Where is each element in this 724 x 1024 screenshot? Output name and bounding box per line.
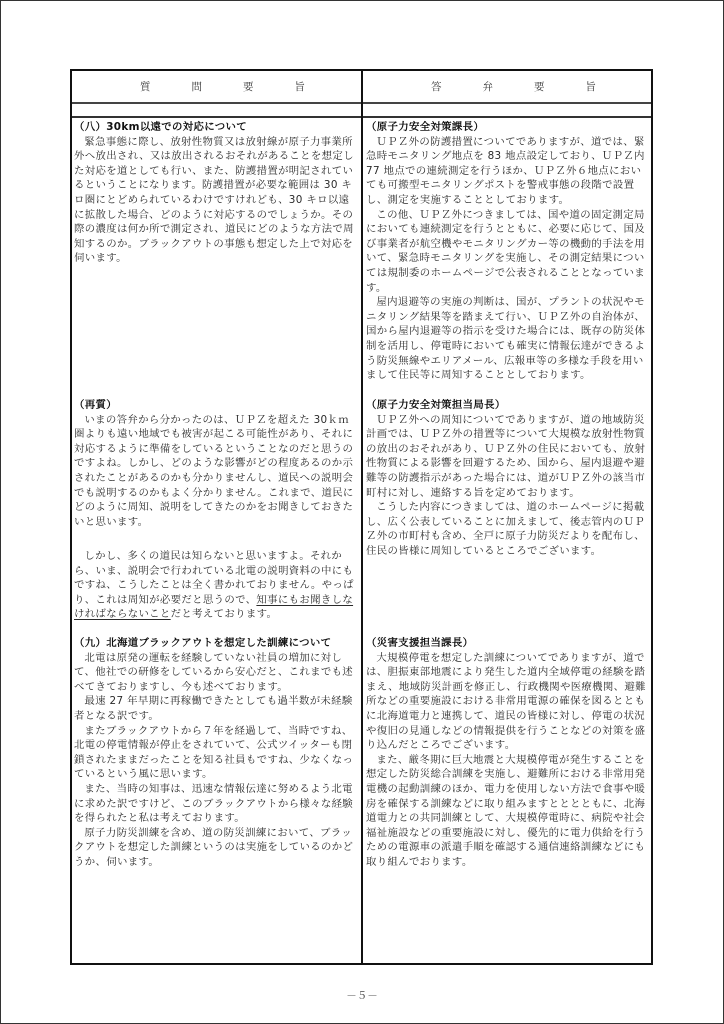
followup-text: しかし、多くの道民は知らないと思いますよ。それから、いま、説明会で行われている北電の説明資料の中にもですね、こうしたことは全く書かれておりません。やっぱり、これは周知が必要だと思うので、: [74, 550, 354, 606]
question-paragraph: 原子力防災訓練を含め、道の防災訓練において、ブラックアウトを想定した訓練というのは実施をしているのかどうか、伺います。: [74, 826, 354, 868]
question-heading: （再質）: [74, 399, 117, 411]
answer-heading: （原子力安全対策担当局長）: [366, 399, 506, 411]
answer-cell-2: [366, 398, 650, 559]
header-char: 旨: [585, 81, 596, 93]
answer-paragraph: ＵＰＺ外への周知についてでありますが、道の地域防災計画では、ＵＰＺ外の措置等について大規模な放射性物質の放出のおそれがあり、ＵＰＺ外の住民においても、放射性物質による影響を回避するため、国から、屋内退避や避難等の防護指示があった場合には、道がＵＰＺ外の該当市町村に対し、連絡する旨を定めております。: [366, 413, 646, 499]
question-paragraph: また、当時の知事は、迅速な情報伝達に努めるよう北電に求めた訳ですけど、このブラックアウトから様々な経験を得られたと私は考えております。: [74, 782, 354, 825]
column-divider: [361, 71, 363, 963]
answer-paragraph: 大規模停電を想定した訓練についてでありますが、道では、胆振東部地震により発生した道内全域停電の経験を踏まえ、地域防災計画を修正し、行政機関や医療機関、避難所などの重要施設における非常用電源の確保を図るとともに北海道電力と連携して、道民の皆様に対し、停電の状況や復旧の見通しなどの情報提供を行うことなどの対策を盛り込んだところでございます。: [366, 651, 646, 752]
header-char: 要: [243, 81, 254, 93]
followup-paragraph: [74, 549, 358, 622]
answer-paragraph: こうした内容につきましては、道のホームページに掲載し、広く公表していることに加えまして、後志管内のＵＰＺ外の市町村も含め、全戸に原子力防災だよりを配布し、住民の皆様に周知しているところでございます。: [366, 501, 646, 557]
question-paragraph: いまの答弁から分かったのは、ＵＰＺを超えた 30ｋｍ圏よりも遠い地域でも被害が起こる可能性があり、それに対応するように準備をしているということなのだと思うのですよね。しかし、どのような影響がどの程度あるのか示されたことがあるのかも分かりませんし、道民への説明会でも説明するのかもよく分かりません。これまで、道民にどのように周知、説明をしてきたのかをお聞きしておきたいと思います。: [74, 413, 354, 528]
answer-cell-1: [366, 120, 650, 383]
header-char: 問: [191, 81, 202, 93]
question-paragraph: 北電は原発の運転を経験していない社員の増加に対して、他社での研修をしているから安心だと、これまでも述べてきておりますし、今も述べております。: [74, 651, 354, 693]
question-heading: （九）北海道ブラックアウトを想定した訓練について: [74, 637, 332, 649]
header-char: 要: [534, 81, 545, 93]
header-char: 質: [140, 81, 151, 93]
answer-heading: （災害支援担当課長）: [366, 637, 474, 649]
answer-paragraph: この他、ＵＰＺ外につきましては、国や道の固定測定局においても連続測定を行うとともに、必要に応じて、国及び事業者が航空機やモニタリングカー等の機動的手法を用いて、緊急時モニタリングを実施し、その測定結果については規制委のホームページで公表されることとなっています。: [366, 208, 646, 294]
question-cell-1: [74, 120, 358, 266]
header-question-summary: [72, 71, 361, 102]
header-answer-summary: [363, 71, 652, 102]
header-char: 旨: [294, 81, 305, 93]
header-char: 弁: [482, 81, 493, 93]
page-number: －５－: [346, 990, 378, 1002]
answer-paragraph: また、厳冬期に巨大地震と大規模停電が発生することを想定した防災総合訓練を実施し、避難所における非常用発電機の起動訓練のほか、電力を使用しない方法で食事や暖房を確保する訓練などに取り組みますとととともに、北海道電力との共同訓練として、大規模停電時に、病院や社会福祉施設などの重要施設に対し、優先的に電力供給を行うための電源車の派遣手順を確認する通信連絡訓練などにも取り組んでおります。: [366, 753, 646, 868]
answer-paragraph: ＵＰＺ外の防護措置についてでありますが、道では、緊急時モニタリング地点を 83 地点設定しており、ＵＰＺ内 77 地点での連続測定を行うほか、ＵＰＺ外６地点においても可搬型モニタリングポストを警戒事態の段階で設置し、測定を実施することとしております。: [366, 135, 645, 206]
answer-heading: （原子力安全対策課長）: [366, 121, 485, 133]
question-followup: [74, 549, 358, 622]
question-cell-3: [74, 636, 358, 870]
header-char: 答: [431, 81, 442, 93]
followup-text-end: だと考えております。: [170, 608, 278, 621]
question-paragraph: 最速 27 年早期に再稼働できたとしても過半数が未経験者となる訳です。: [74, 695, 353, 722]
question-heading: （八）30km以遠での対応について: [74, 121, 248, 133]
answer-cell-3: [366, 636, 650, 870]
question-cell-2: [74, 398, 358, 529]
underlined-text: 知事にもお聞きしなければならないこと: [74, 593, 354, 621]
question-paragraph: 緊急事態に際し、放射性物質又は放射線が原子力事業所外へ放出され、又は放出されるおそれがあることを想定した対応を道としても行い、また、防護措置が明記されているということになります。防護措置が必要な範囲は 30 キロ圏にとどめられているわけですけれども、30 キロ以遠に拡散した場合、どのように対応するのでしょうか。その際の濃度は何か所で測定され、道民にどのような方法で周知するのか。ブラックアウトの事態も想定した上で対応を伺います。: [74, 135, 354, 265]
answer-paragraph: 屋内退避等の実施の判断は、国が、プラントの状況やモニタリング結果等を踏まえて行い、ＵＰＺ外の自治体が、国から屋内退避等の指示を受けた場合には、既存の防災体制を活用し、停電時においても確実に情報伝達ができるよう防災無線やエリアメール、広報車等の多様な手段を用いまして住民等に周知することとしております。: [366, 296, 646, 382]
question-paragraph: またブラックアウトから７年を経過して、当時ですね、北電の停電情報が停止をされていて、公式ツイッターも閉鎖されたままだったことを知る社員もですね、少なくなっているという風に思います。: [74, 724, 354, 781]
